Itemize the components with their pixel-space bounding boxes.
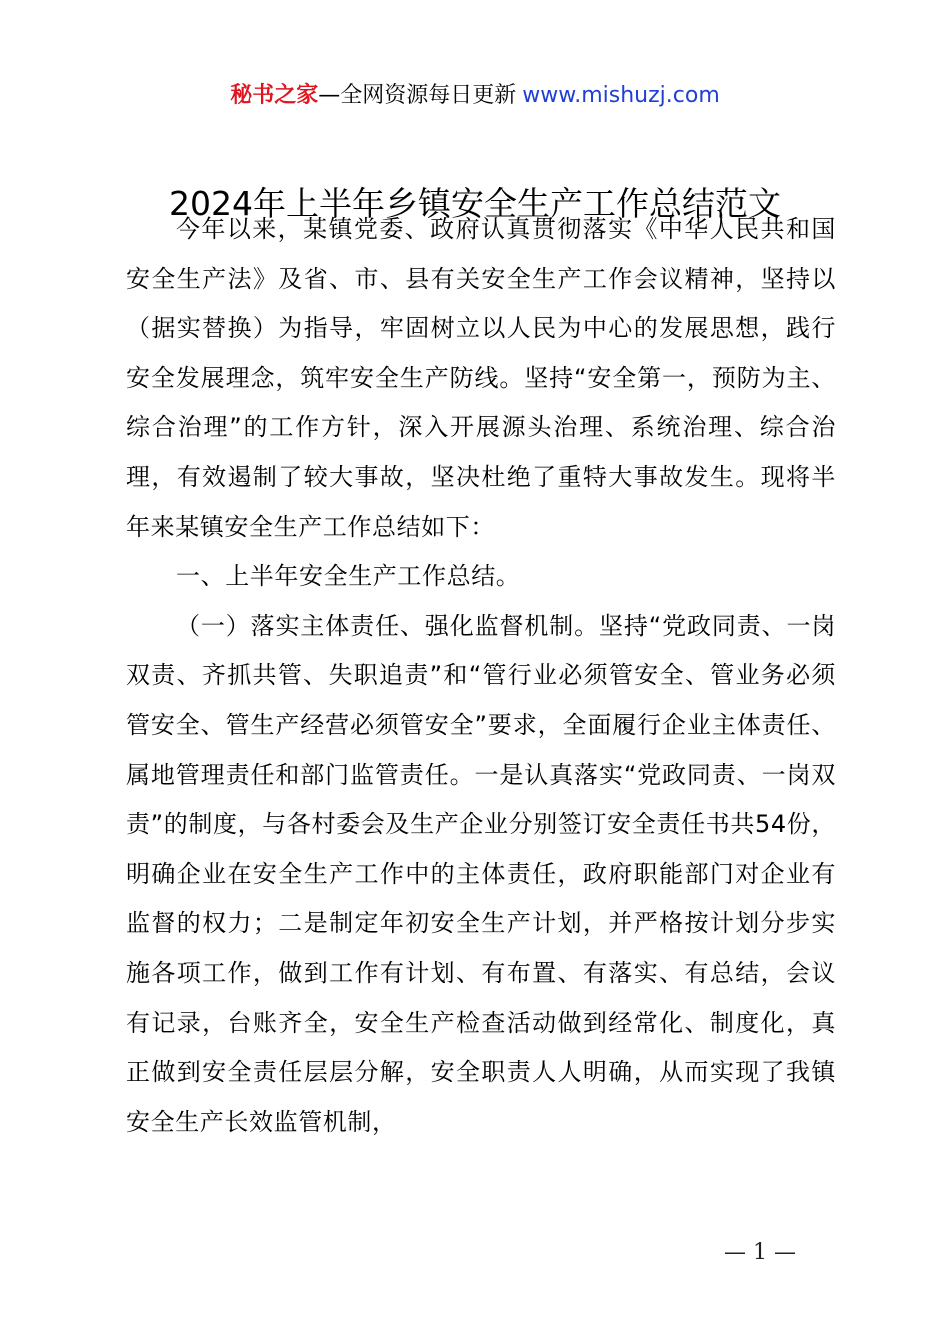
intro-paragraph: 今年以来，某镇党委、政府认真贯彻落实《中华人民共和国安全生产法》及省、市、县有关安全生产工作会议精神，坚持以（据实替换）为指导，牢固树立以人民为中心的发展思想，践行安全发展理念，筑牢安全生产防线。坚持“安全第一，预防为主、综合治理”的工作方针，深入开展源头治理、系统治理、综合治理，有效遏制了较大事故，坚决杜绝了重特大事故发生。现将半年来某镇安全生产工作总结如下： [126, 215, 836, 541]
header-slogan: —全网资源每日更新 [318, 83, 517, 108]
site-url-link[interactable]: www.mishuzj.com [522, 83, 720, 108]
body-paragraph: （一）落实主体责任、强化监督机制。坚持“党政同责、一岗双责、齐抓共管、失职追责”和“管行业必须管安全、管业务必须管安全、管生产经营必须管安全”要求，全面履行企业主体责任、属地管理责任和部门监管责任。一是认真落实“党政同责、一岗双责”的制度，与各村委会及生产企业分别签订安全责任书共54份，明确企业在安全生产工作中的主体责任，政府职能部门对企业有监督的权力；二是制定年初安全生产计划，并严格按计划分步实施各项工作，做到工作有计划、有布置、有落实、有总结，会议有记录，台账齐全，安全生产检查活动做到经常化、制度化，真正做到安全责任层层分解，安全职责人人明确，从而实现了我镇安全生产长效监管机制， [126, 611, 836, 1136]
header-banner [0, 80, 950, 112]
brand-name: 秘书之家 [230, 83, 319, 108]
section-heading: 一、上半年安全生产工作总结。 [176, 562, 521, 591]
document-body [126, 205, 836, 1147]
page-number: — 1 — [724, 1240, 796, 1265]
document-title: 2024年上半年乡镇安全生产工作总结范文 [169, 184, 781, 223]
